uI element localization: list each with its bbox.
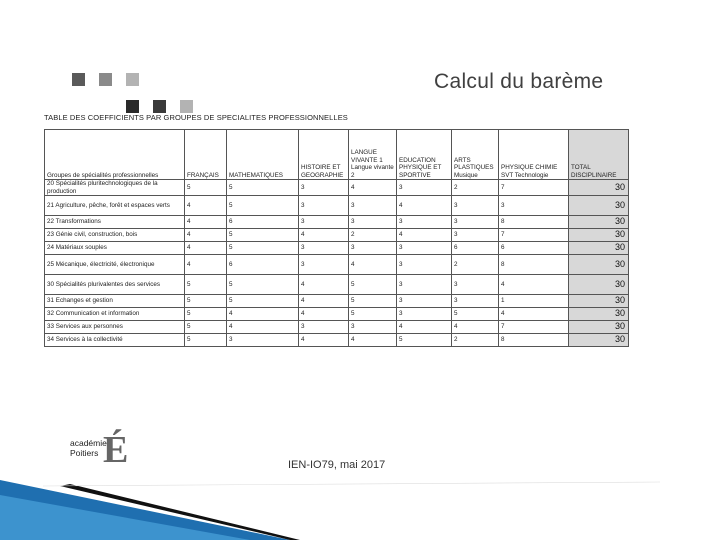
group-cell: 20 Spécialités pluritechnologiques de la production (45, 180, 185, 196)
group-cell: 31 Echanges et gestion (45, 295, 185, 308)
table-header-cell: MATHEMATIQUES (227, 130, 299, 180)
coefficient-cell: 4 (299, 308, 349, 321)
footer-line (43, 482, 660, 486)
coefficient-cell: 4 (185, 216, 227, 229)
coefficient-cell: 5 (227, 275, 299, 295)
coefficient-cell: 1 (499, 295, 569, 308)
total-cell: 30 (569, 229, 629, 242)
table-row (45, 321, 629, 334)
group-cell: 25 Mécanique, électricité, électronique (45, 255, 185, 275)
coefficient-cell: 6 (499, 242, 569, 255)
coefficient-cell: 4 (299, 229, 349, 242)
coefficient-cell: 5 (397, 334, 452, 347)
coefficient-cell: 5 (227, 295, 299, 308)
coefficient-cell: 3 (397, 275, 452, 295)
coefficient-cell: 3 (452, 196, 499, 216)
coefficient-cell: 3 (397, 255, 452, 275)
square-light-2 (180, 100, 193, 113)
coefficient-cell: 3 (227, 334, 299, 347)
coefficient-cell: 5 (185, 275, 227, 295)
coefficient-cell: 4 (499, 308, 569, 321)
coefficient-cell: 4 (397, 321, 452, 334)
table-header-cell: ARTS PLASTIQUES Musique (452, 130, 499, 180)
total-cell: 30 (569, 308, 629, 321)
table-row (45, 255, 629, 275)
group-cell: 34 Services à la collectivité (45, 334, 185, 347)
coefficient-cell: 4 (299, 334, 349, 347)
coefficient-cell: 3 (397, 242, 452, 255)
coefficient-cell: 2 (349, 229, 397, 242)
coefficient-cell: 7 (499, 321, 569, 334)
coefficient-cell: 3 (452, 295, 499, 308)
coefficient-cell: 3 (349, 321, 397, 334)
coefficient-cell: 4 (499, 275, 569, 295)
coefficient-cell: 5 (185, 308, 227, 321)
coefficient-cell: 7 (499, 180, 569, 196)
scanned-table-image (44, 113, 634, 358)
square-light-1 (126, 73, 139, 86)
coefficient-cell: 3 (397, 295, 452, 308)
coefficient-cell: 3 (349, 196, 397, 216)
group-cell: 30 Spécialités plurivalentes des services (45, 275, 185, 295)
coefficient-cell: 5 (227, 229, 299, 242)
coefficient-cell: 4 (299, 295, 349, 308)
group-cell: 23 Génie civil, construction, bois (45, 229, 185, 242)
logo-line-2: Poitiers (70, 448, 99, 458)
coefficient-cell: 3 (299, 242, 349, 255)
table-row (45, 275, 629, 295)
coefficient-cell: 5 (227, 242, 299, 255)
coefficient-cell: 3 (452, 275, 499, 295)
table-header-cell: FRANÇAIS (185, 130, 227, 180)
total-cell: 30 (569, 180, 629, 196)
coefficient-cell: 3 (299, 180, 349, 196)
table-row (45, 308, 629, 321)
coefficient-table (44, 129, 629, 347)
slide-title: Calcul du barème (434, 70, 604, 93)
coefficient-cell: 3 (299, 321, 349, 334)
coefficient-cell: 8 (499, 216, 569, 229)
coefficient-cell: 2 (452, 180, 499, 196)
group-cell: 22 Transformations (45, 216, 185, 229)
coefficient-cell: 3 (452, 216, 499, 229)
table-row (45, 180, 629, 196)
group-cell: 33 Services aux personnes (45, 321, 185, 334)
table-header-cell: Groupes de spécialités professionnelles (45, 130, 185, 180)
table-header-cell: TOTAL DISCIPLINAIRE (569, 130, 629, 180)
coefficient-cell: 5 (349, 308, 397, 321)
coefficient-cell: 5 (349, 295, 397, 308)
coefficient-cell: 3 (299, 216, 349, 229)
table-row (45, 295, 629, 308)
coefficient-cell: 5 (227, 196, 299, 216)
total-cell: 30 (569, 295, 629, 308)
coefficient-cell: 4 (349, 334, 397, 347)
coefficient-cell: 3 (349, 216, 397, 229)
coefficient-cell: 4 (349, 180, 397, 196)
coefficient-cell: 4 (185, 196, 227, 216)
coefficient-cell: 4 (299, 275, 349, 295)
coefficient-cell: 4 (397, 196, 452, 216)
total-cell: 30 (569, 334, 629, 347)
coefficient-cell: 8 (499, 334, 569, 347)
logo-letter: É (103, 429, 129, 471)
coefficient-cell: 4 (185, 255, 227, 275)
coefficient-cell: 8 (499, 255, 569, 275)
coefficient-cell: 5 (185, 180, 227, 196)
table-row (45, 334, 629, 347)
coefficient-cell: 3 (397, 216, 452, 229)
coefficient-cell: 5 (185, 295, 227, 308)
square-black-1 (126, 100, 139, 113)
group-cell: 21 Agriculture, pêche, forêt et espaces verts (45, 196, 185, 216)
coefficient-cell: 2 (452, 255, 499, 275)
table-header-cell: EDUCATION PHYSIQUE ET SPORTIVE (397, 130, 452, 180)
coefficient-cell: 4 (185, 229, 227, 242)
square-mid-1 (99, 73, 112, 86)
table-header-row (45, 130, 629, 180)
square-black-2 (153, 100, 166, 113)
coefficient-cell: 3 (349, 242, 397, 255)
table-row (45, 242, 629, 255)
coefficient-cell: 2 (452, 334, 499, 347)
table-row (45, 216, 629, 229)
coefficient-cell: 5 (349, 275, 397, 295)
footer-reference: IEN-IO79, mai 2017 (288, 459, 386, 471)
group-cell: 24 Matériaux souples (45, 242, 185, 255)
light-blue-wedge (0, 495, 250, 540)
coefficient-cell: 3 (397, 180, 452, 196)
table-header-cell: LANGUE VIVANTE 1 Langue vivante 2 (349, 130, 397, 180)
total-cell: 30 (569, 196, 629, 216)
square-dark-1 (72, 73, 85, 86)
coefficient-cell: 5 (185, 321, 227, 334)
coefficient-cell: 6 (227, 216, 299, 229)
group-cell: 32 Communication et information (45, 308, 185, 321)
coefficient-cell: 4 (349, 255, 397, 275)
coefficient-cell: 4 (227, 308, 299, 321)
coefficient-cell: 5 (227, 180, 299, 196)
table-header-cell: HISTOIRE ET GEOGRAPHIE (299, 130, 349, 180)
coefficient-cell: 5 (185, 334, 227, 347)
logo-line-1: académie (70, 438, 107, 448)
coefficient-cell: 4 (397, 229, 452, 242)
coefficient-cell: 6 (452, 242, 499, 255)
academie-logo (70, 428, 142, 474)
total-cell: 30 (569, 242, 629, 255)
total-cell: 30 (569, 321, 629, 334)
coefficient-cell: 3 (452, 229, 499, 242)
coefficient-cell: 3 (499, 196, 569, 216)
coefficient-cell: 6 (227, 255, 299, 275)
coefficient-cell: 4 (185, 242, 227, 255)
coefficient-cell: 3 (299, 196, 349, 216)
coefficient-cell: 3 (299, 255, 349, 275)
total-cell: 30 (569, 275, 629, 295)
coefficient-cell: 3 (397, 308, 452, 321)
table-title: TABLE DES COEFFICIENTS PAR GROUPES DE SPECIALITES PROFESSIONNELLES (44, 113, 348, 122)
table-header-cell: PHYSIQUE CHIMIE SVT Technologie (499, 130, 569, 180)
coefficient-cell: 7 (499, 229, 569, 242)
table-row (45, 229, 629, 242)
coefficient-cell: 4 (227, 321, 299, 334)
coefficient-cell: 5 (452, 308, 499, 321)
coefficient-cell: 4 (452, 321, 499, 334)
total-cell: 30 (569, 255, 629, 275)
table-row (45, 196, 629, 216)
total-cell: 30 (569, 216, 629, 229)
